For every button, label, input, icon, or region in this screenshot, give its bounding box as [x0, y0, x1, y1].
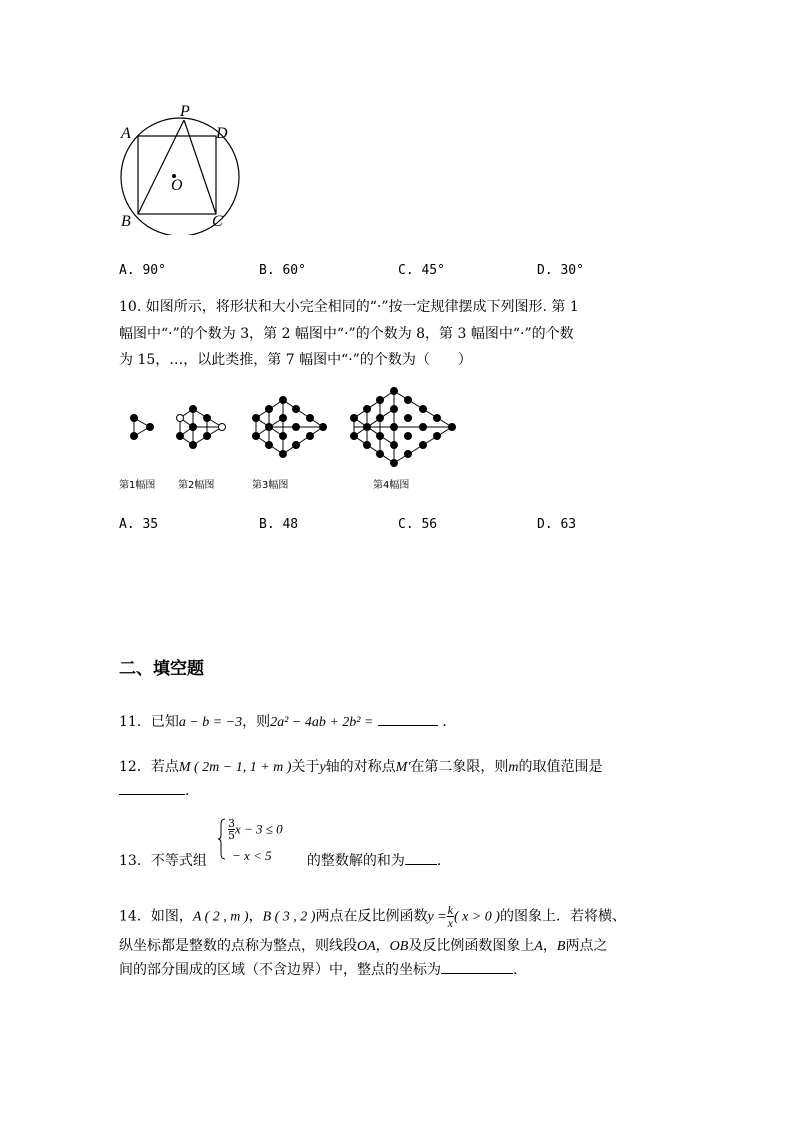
q10-option-b: B. 48: [259, 517, 299, 532]
q14-prefix: 14．如图，: [119, 908, 193, 925]
circle-square-figure: [112, 100, 252, 235]
q14-func-den: x: [447, 916, 453, 930]
label-d: D: [216, 125, 228, 142]
q14-point-a: A ( 2 , m ): [192, 909, 249, 925]
q14-line-1: [119, 904, 626, 929]
q10-line-2: 幅图中“·”的个数为 3，第 2 幅图中“·”的个数为 8，第 3 幅图中“·”的个数: [119, 326, 574, 342]
label-c: C: [212, 213, 223, 230]
q12-point: M ( 2m − 1, 1 + m ): [178, 760, 292, 775]
q9-option-a: A. 90°: [119, 263, 166, 278]
q14-a: A: [534, 939, 543, 954]
q14-line-2: [119, 935, 607, 958]
q11-answer-blank[interactable]: [378, 711, 438, 726]
q14-func-num: k: [447, 903, 453, 917]
q14-b: B: [556, 939, 566, 954]
q11-mid: ，则: [242, 714, 271, 730]
q12-prefix: 12．若点: [119, 759, 179, 775]
dot-pattern-figures: [118, 385, 463, 470]
q14-oa: OA: [357, 939, 376, 954]
q11-expression: 2a² − 4ab + 2b² =: [270, 715, 374, 730]
q13: [119, 850, 441, 872]
q14-line2b: ，: [375, 938, 390, 954]
q14-ob: OB: [389, 939, 409, 954]
q9-option-c: C. 45°: [398, 263, 445, 278]
q12: [119, 756, 603, 779]
q14-answer-blank[interactable]: [441, 959, 513, 974]
q13-suffix: 的整数解的和为: [306, 853, 405, 869]
q11-suffix: ．: [442, 714, 457, 730]
q14-line2e: 两点之: [565, 938, 608, 954]
q12-answer-blank[interactable]: [119, 780, 185, 795]
q14-func-cond: ( x > 0 ): [453, 909, 500, 925]
q14-point-b: B ( 3 , 2 ): [262, 909, 316, 925]
q12-axis: y: [319, 760, 326, 775]
q11-condition: a − b = −3: [178, 715, 243, 730]
label-o: O: [171, 177, 183, 194]
q14-line2a: 纵坐标都是整数的点称为整点，则线段: [119, 938, 357, 954]
q14-mid1: 两点在反比例函数: [315, 908, 428, 925]
q14-line2c: 及反比例函数图象上: [408, 938, 535, 954]
q13-frac-num: 3: [228, 817, 235, 830]
q13-ineq-2: − x < 5: [232, 848, 272, 863]
label-a: A: [121, 125, 131, 142]
q13-frac-den: 5: [228, 829, 235, 842]
q12-mid2: 轴的对称点: [325, 759, 396, 775]
q13-ineq-1: [228, 818, 283, 841]
q14-mid2: 的图象上．若将横、: [499, 908, 626, 925]
q10-line-3: 为 15，…，以此类推，第 7 幅图中“·”的个数为（ ）: [119, 352, 472, 368]
q10-line-1: 10. 如图所示，将形状和大小完全相同的“·”按一定规律摆成下列图形. 第 1: [119, 299, 579, 315]
q14-line2d: ，: [542, 938, 557, 954]
q13-ineq-1-rest: x − 3 ≤ 0: [235, 821, 283, 837]
q12-suffix: 的取值范围是: [518, 759, 603, 775]
q13-prefix: 13．不等式组: [119, 853, 207, 869]
q12-symmetric-point: M′: [395, 760, 411, 775]
q10-option-a: A. 35: [119, 517, 159, 532]
q11: [119, 711, 456, 734]
label-b: B: [121, 213, 131, 230]
q12-var: m: [508, 760, 519, 775]
caption-figure-2: 第2幅图: [178, 480, 215, 491]
q9-option-b: B. 60°: [259, 263, 306, 278]
q14-func-lhs: y =: [427, 909, 447, 925]
caption-figure-3: 第3幅图: [252, 480, 289, 491]
q14-line3: 间的部分围成的区域（不含边界）中，整点的坐标为: [119, 962, 441, 978]
label-p: P: [180, 103, 190, 120]
q9-option-d: D. 30°: [537, 263, 584, 278]
q12-mid3: 在第二象限，则: [410, 759, 509, 775]
q14-end: .: [513, 962, 518, 978]
q13-answer-blank[interactable]: [405, 850, 437, 865]
q10-option-d: D. 63: [537, 517, 577, 532]
q14-sep: ，: [248, 908, 263, 925]
section-title: 二、填空题: [119, 659, 204, 679]
caption-figure-4: 第4幅图: [373, 480, 410, 491]
q12-line-2: [119, 780, 189, 802]
q10-option-c: C. 56: [398, 517, 438, 532]
q14-line-3: [119, 959, 517, 981]
q12-mid1: 关于: [291, 759, 320, 775]
q12-end: .: [185, 783, 190, 799]
q13-end: .: [436, 853, 442, 869]
caption-figure-1: 第1幅图: [119, 480, 156, 491]
q11-prefix: 11．已知: [119, 714, 179, 730]
